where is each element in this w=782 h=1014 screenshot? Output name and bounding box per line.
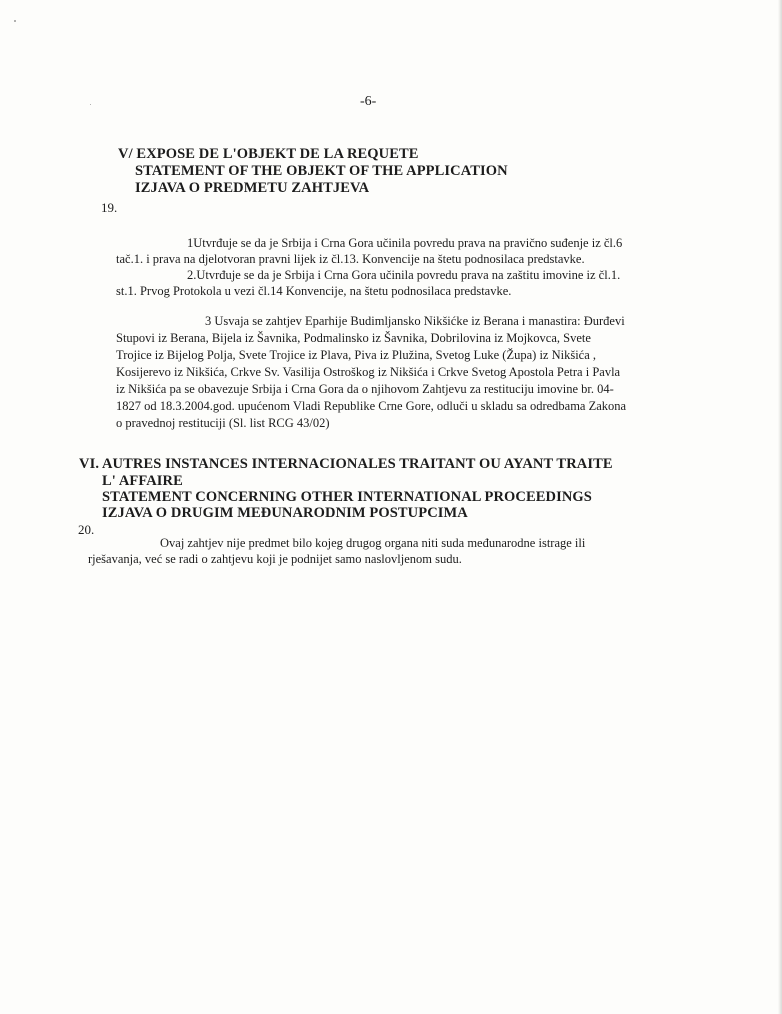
section5-para2-line1: 2.Utvrđuje se da je Srbija i Crna Gora učinila povredu prava na zaštitu imovine iz čl.1. (187, 268, 621, 282)
section5-para3-line3: Trojice iz Bijelog Polja, Svete Trojice iz Plava, Piva iz Plužina, Svetog Luke (Župa) iz Nikšića , (116, 348, 597, 362)
section5-para1-line1: 1Utvrđuje se da je Srbija i Crna Gora učinila povredu prava na pravično suđenje iz čl.6 (187, 236, 623, 250)
section5-para3-line1: 3 Usvaja se zahtjev Eparhije Budimljansko Nikšićke iz Berana i manastira: Đurđevi (205, 314, 625, 328)
scan-edge (778, 0, 782, 1014)
scan-speck (90, 104, 91, 105)
section6-para-line1: Ovaj zahtjev nije predmet bilo kojeg drugog organa niti suda međunarodne istrage ili (160, 536, 586, 550)
section6-title-fr-line2: L' AFFAIRE (102, 473, 183, 489)
section5-para3-line7: o pravednoj restituciji (Sl. list RCG 43/02) (116, 416, 330, 430)
section5-title-me: IZJAVA O PREDMETU ZAHTJEVA (135, 180, 370, 196)
section6-title-fr-line1: VI. AUTRES INSTANCES INTERNACIONALES TRAITANT OU AYANT TRAITE (79, 456, 613, 472)
page-number: -6- (360, 94, 377, 109)
item-number-19: 19. (101, 200, 118, 215)
section6-title-en: STATEMENT CONCERNING OTHER INTERNATIONAL PROCEEDINGS (102, 489, 592, 505)
section5-para3-line5: iz Nikšića pa se obavezuje Srbija i Crna Gora da o njihovom Zahtjevu za restituciju imovine br. 04- (116, 382, 614, 396)
section5-para2-line2: st.1. Prvog Protokola u vezi čl.14 Konvencije, na štetu podnosilaca predstavke. (116, 284, 512, 298)
section5-para3-line2: Stupovi iz Berana, Bijela iz Šavnika, Podmalinsko iz Šavnika, Dobrilovina iz Mojkovca, Svete (116, 331, 591, 345)
scan-speck (14, 20, 16, 22)
section5-para1-line2: tač.1. i prava na djelotvoran pravni lijek iz čl.13. Konvencije na štetu podnosilaca predstavke. (116, 252, 585, 266)
item-number-20: 20. (78, 522, 95, 537)
section6-title-me: IZJAVA O DRUGIM MEĐUNARODNIM POSTUPCIMA (102, 505, 468, 521)
section5-para3-line4: Kosijerevo iz Nikšića, Crkve Sv. Vasilija Ostroškog iz Nikšića i Crkve Svetog Apostola Petra i Pavla (116, 365, 621, 379)
section5-title-en: STATEMENT OF THE OBJEKT OF THE APPLICATION (135, 163, 508, 179)
section5-title-fr: V/ EXPOSE DE L'OBJEKT DE LA REQUETE (118, 146, 419, 162)
section6-para-line2: rješavanja, već se radi o zahtjevu koji je podnijet samo naslovljenom sudu. (88, 552, 462, 566)
section5-para3-line6: 1827 od 18.3.2004.god. upućenom Vladi Republike Crne Gore, odluči u skladu sa odredbama Zakona (116, 399, 627, 413)
